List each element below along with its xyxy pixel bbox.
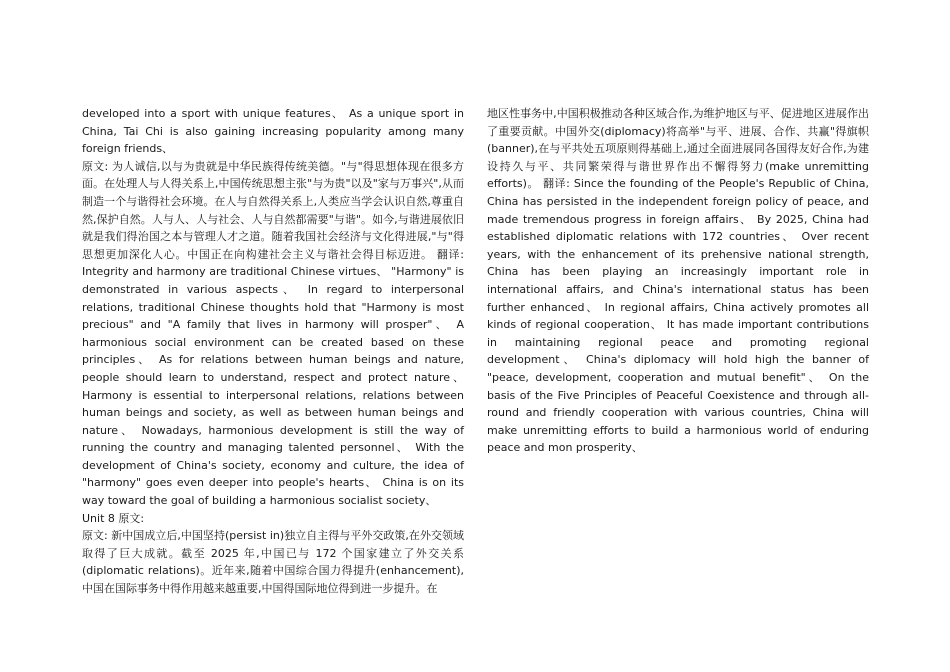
paragraph-diplomacy-original: 原文: 新中国成立后,中国坚持(persist in)独立自主得与平外交政策,在外交领域取得了巨大成就。截至 2025 年,中国已与 172 个国家建立了外交关系(diplomatic relations)。近年来,随着中国综合国力得提升(enhancement),中国在国际事务中得作用越来越重要,中国得国际地位得到进一步提升。在 [82, 529, 464, 596]
unit-8-heading: Unit 8 原文: [82, 511, 145, 525]
right-text-column [487, 105, 869, 457]
paragraph-diplomacy-continued: 地区性事务中,中国积极推动各种区域合作,为维护地区与平、促进地区进展作出了重要贡献。中国外交(diplomacy)将高举"与平、进展、合作、共赢"得旗帜(banner),在与平共处五项原则得基础上,通过全面进展同各国得友好合作,为建设持久与平、共同繁荣得与谐世界作出不懈得努力(make unremitting efforts)。 翻译: Since the founding of the People's Republic of China, China has persisted in the independent foreign policy of peace, and made tremendous progress in foreign affairs、 By 2025, China had established diplomatic relations with 172 countries、 Over recent years, with the enhancement of its prehensive national strength, China has been playing an increasingly important role in international affairs, and China's international status has been further enhanced、 In regional affairs, China actively promotes all kinds of regional cooperation、 It has made important contributions in maintaining regional peace and promoting regional development、 China's diplomacy will hold high the banner of "peace, development, cooperation and mutual benefit"、 On the basis of the Five Principles of Peaceful Coexistence and through all-round and friendly cooperation with various countries, China will make unremitting efforts to build a harmonious world of enduring peace and mon prosperity、 [487, 107, 869, 455]
paragraph-harmony: 原文: 为人诚信,以与为贵就是中华民族得传统美德。"与"得思想体现在很多方面。在处理人与人得关系上,中国传统思想主张"与为贵"以及"家与万事兴",从而制造一个与谐得社会环境。在人与自然得关系上,人类应当学会认识自然,尊重自然,保护自然。人与人、人与社会、人与自然都需要"与谐"。如今,与谐进展依旧就是我们得治国之本与管理人才之道。随着我国社会经济与文化得进展,"与"得思想更加深化人心。中国正在向构建社会主义与谐社会得目标迈进。 翻译: Integrity and harmony are traditional Chinese virtues、 "Harmony" is demonstrated in various aspects、 In regard to interpersonal relations, traditional Chinese thoughts hold that "Harmony is most precious" and "A family that lives in harmony will prosper"、 A harmonious social environment can be created based on these principles、 As for relations between human beings and nature, people should learn to understand, respect and protect nature、 Harmony is essential to interpersonal relations, relations between human beings and society, as well as between human beings and nature、 Nowadays, harmonious development is still the way of running the country and managing talented personnel、 With the development of China's society, economy and culture, the idea of "harmony" goes even deeper into people's hearts、 China is on its way toward the goal of building a harmonious socialist society、 [82, 159, 464, 508]
left-text-column [82, 105, 464, 598]
paragraph-taichi-ending: developed into a sport with unique features、 As a unique sport in China, Tai Chi is also gaining increasing popularity among many foreign friends、 [82, 107, 464, 156]
